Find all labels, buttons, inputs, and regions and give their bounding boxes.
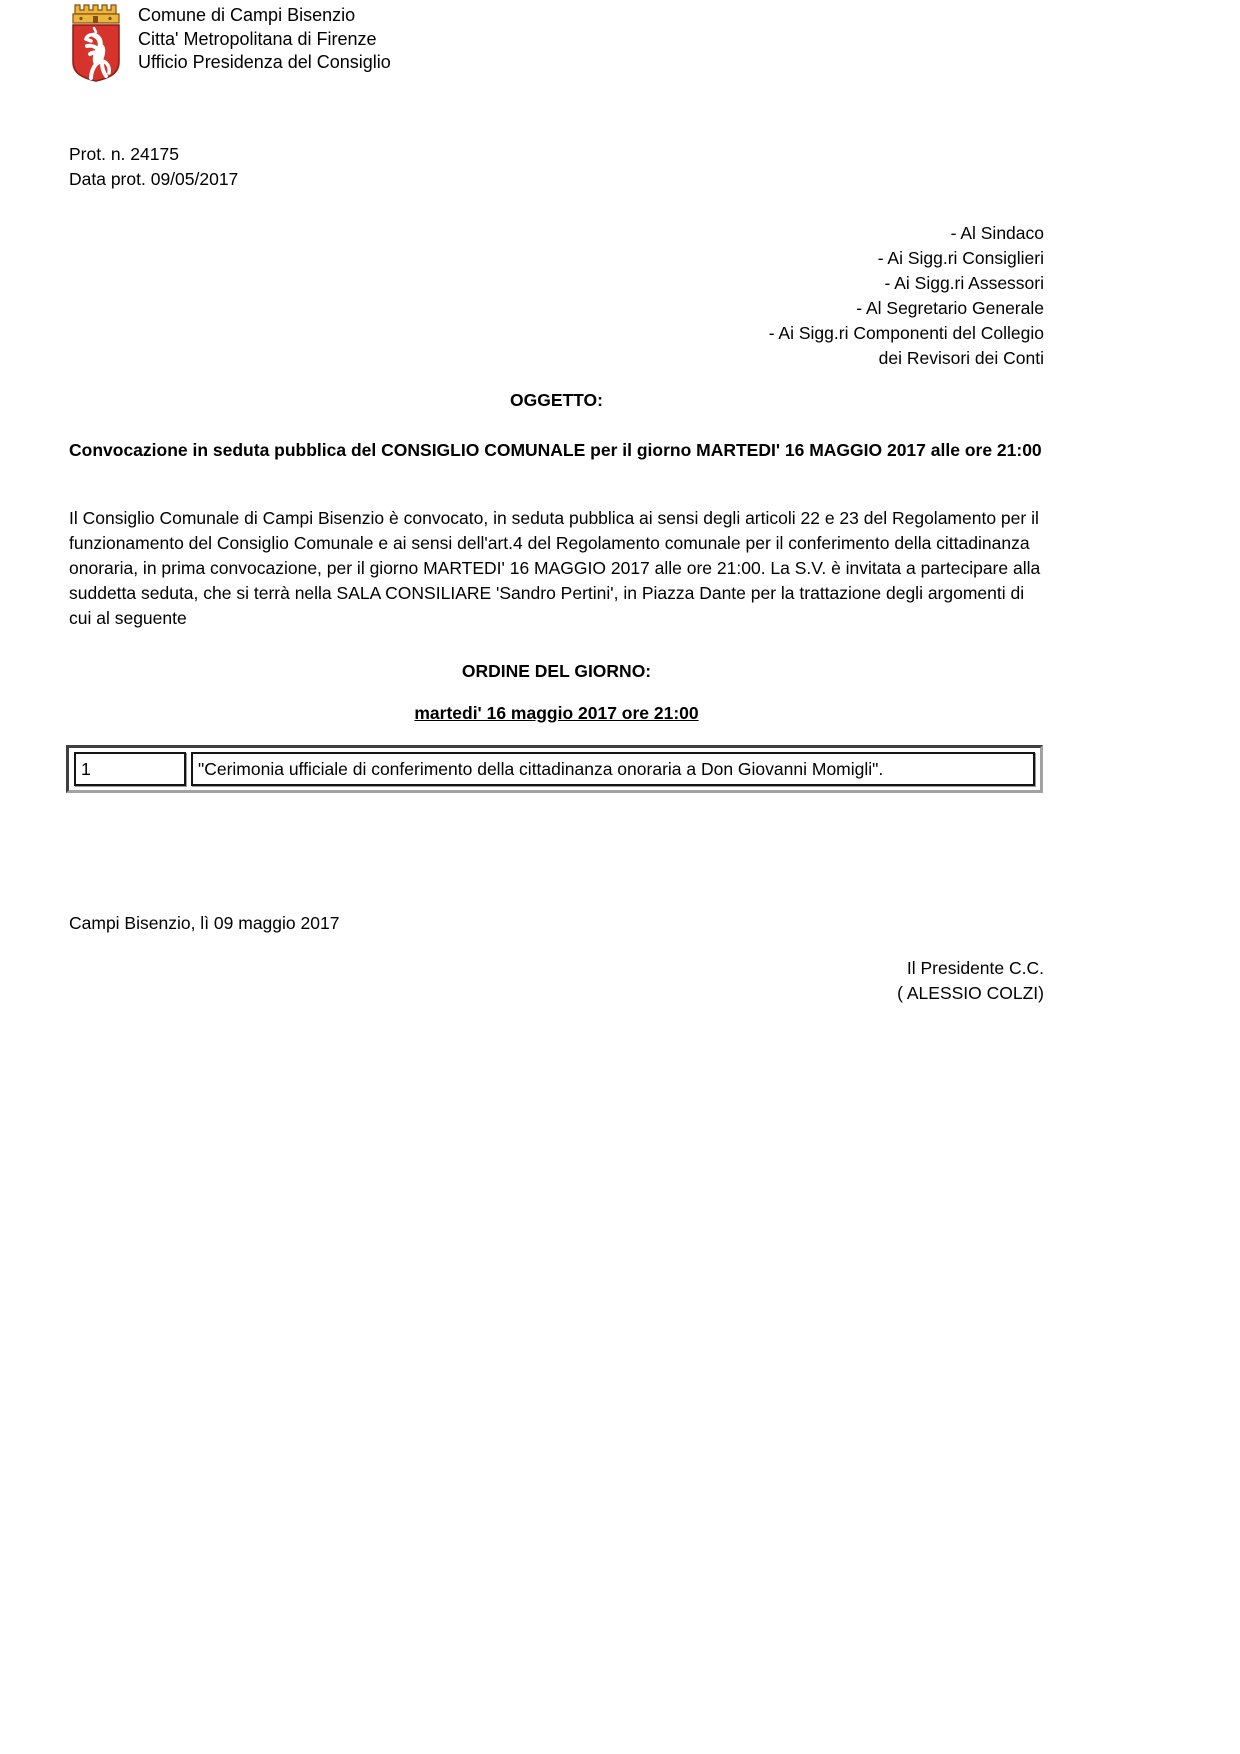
agenda-session-datetime: martedi' 16 maggio 2017 ore 21:00 bbox=[414, 703, 699, 723]
letterhead bbox=[63, 2, 391, 82]
place-date-line: Campi Bisenzio, lì 09 maggio 2017 bbox=[69, 913, 340, 933]
recipient-line: - Ai Sigg.ri Assessori bbox=[884, 273, 1044, 293]
org-region-line: Citta' Metropolitana di Firenze bbox=[138, 28, 377, 49]
recipient-line: - Ai Sigg.ri Consiglieri bbox=[877, 248, 1044, 268]
agenda-table bbox=[66, 745, 1043, 793]
letterhead-text bbox=[138, 2, 391, 75]
org-office-line: Ufficio Presidenza del Consiglio bbox=[138, 52, 391, 72]
signer-name: ( ALESSIO COLZI) bbox=[897, 983, 1044, 1003]
protocol-block bbox=[69, 142, 238, 192]
recipient-line: - Ai Sigg.ri Componenti del Collegio bbox=[768, 323, 1044, 343]
recipient-line: dei Revisori dei Conti bbox=[878, 348, 1044, 368]
agenda-item-number: 1 bbox=[74, 752, 186, 786]
coat-of-arms-icon bbox=[63, 2, 129, 82]
subject-heading: OGGETTO: bbox=[509, 390, 603, 410]
agenda-item-text: "Cerimonia ufficiale di conferimento della cittadinanza onoraria a Don Giovanni Momigli". bbox=[191, 752, 1035, 786]
recipients-block bbox=[69, 221, 1044, 371]
body-paragraph: Il Consiglio Comunale di Campi Bisenzio è convocato, in seduta pubblica ai sensi degli articoli 22 e 23 del Regolamento per il funzionamento del Consiglio Comunale e ai sensi dell'art.4 del Regolamento comunale per il conferimento della cittadinanza onoraria, in prima convocazione, per il giorno MARTEDI' 16 MAGGIO 2017 alle ore 21:00. La S.V. è invitata a partecipare alla suddetta seduta, che si terrà nella SALA CONSILIARE 'Sandro Pertini', in Piazza Dante per la trattazione degli argomenti di cui al seguente bbox=[69, 508, 1041, 628]
subject-text: Convocazione in seduta pubblica del CONSIGLIO COMUNALE per il giorno MARTEDI' 16 MAGGIO 2017 alle ore 21:00 bbox=[69, 440, 1042, 460]
recipient-line: - Al Segretario Generale bbox=[856, 298, 1044, 318]
signature-block bbox=[69, 956, 1044, 1006]
protocol-number: Prot. n. 24175 bbox=[69, 144, 179, 164]
recipient-line: - Al Sindaco bbox=[950, 223, 1044, 243]
agenda-table-row bbox=[74, 752, 1035, 786]
org-name-line: Comune di Campi Bisenzio bbox=[138, 5, 356, 25]
agenda-heading: ORDINE DEL GIORNO: bbox=[461, 661, 652, 681]
signer-role: Il Presidente C.C. bbox=[906, 958, 1044, 978]
protocol-date: Data prot. 09/05/2017 bbox=[69, 169, 239, 189]
